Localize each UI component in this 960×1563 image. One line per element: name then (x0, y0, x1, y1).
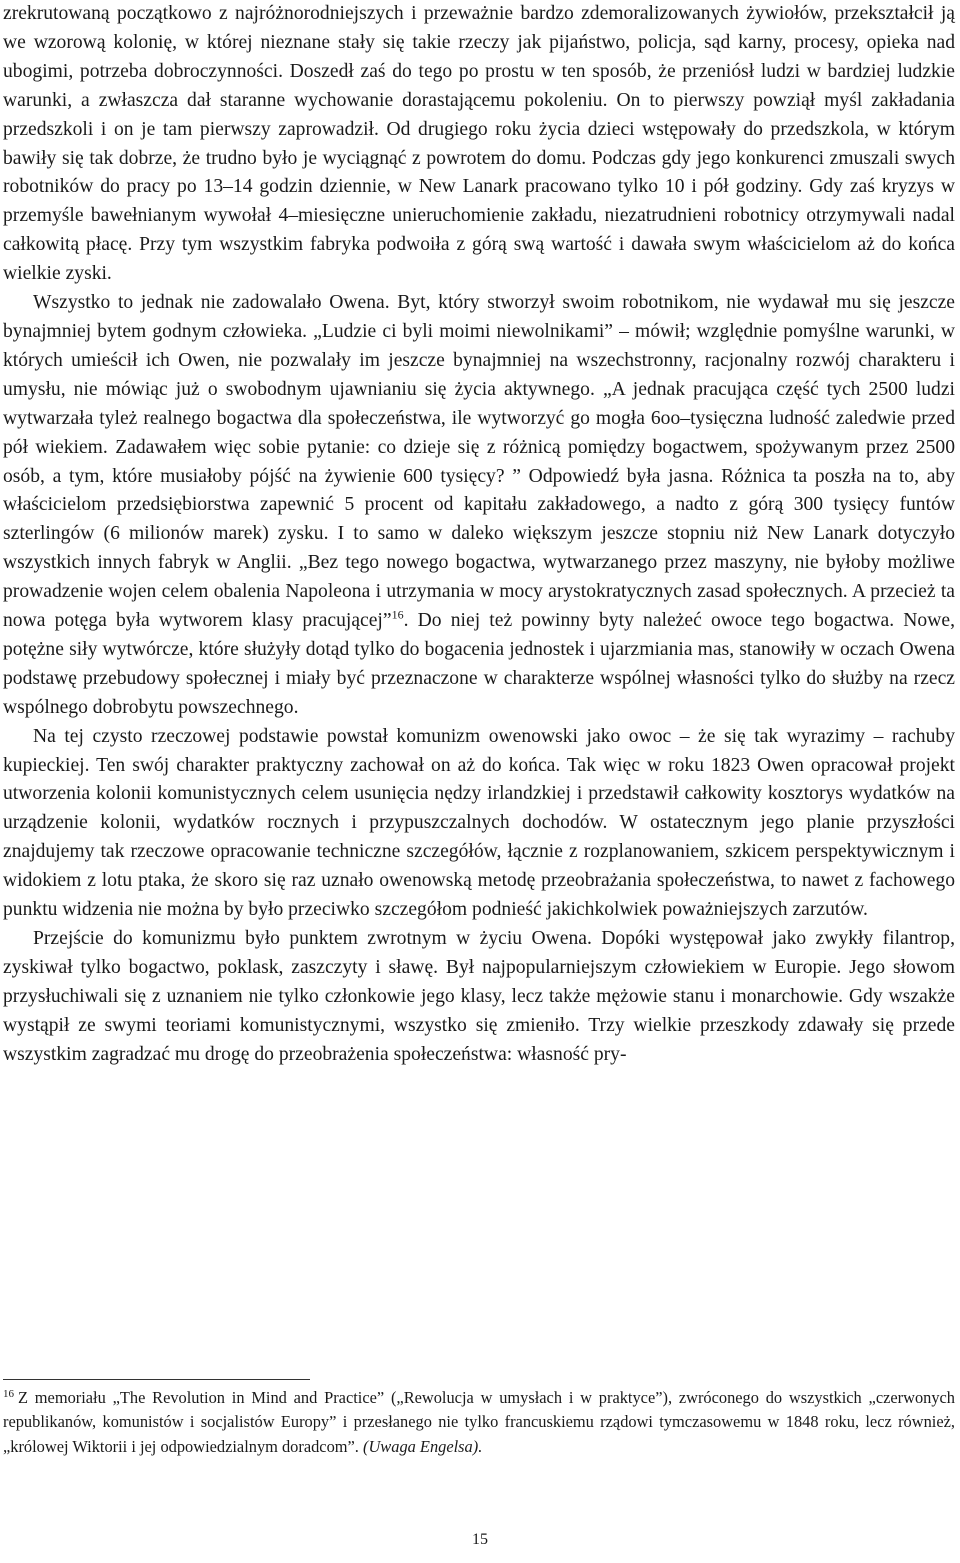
footnote-reference: 16 (391, 607, 404, 622)
paragraph-2-text-before: Wszystko to jednak nie zadowalało Owena. Byt, który stworzył swoim robotnikom, nie wydawał mu się jeszcze bynajmniej bytem godnym człowieka. „Ludzie ci byli moimi niewolnikami” – mówił; względnie pomyślne warunki, w których umieścił ich Owen, nie pozwalały im jeszcze bynajmniej na wszechstronny, racjonalny rozwój charakteru i umysłu, nie mówiąc już o swobodnym ujawnianiu się życia aktywnego. „A jednak pracująca część tych 2500 ludzi wytwarzała tyleż realnego bogactwa dla społeczeństwa, ile wytworzyć go mogła 6oo–tysięczna ludność zaledwie przed pół wiekiem. Zadawałem więc sobie pytanie: co dzieje się z różnicą pomiędzy bogactwem, spożywanym przez 2500 osób, a tym, które musiałoby pójść na żywienie 600 tysięcy? ” Odpowiedź była jasna. Różnica ta poszła na to, aby właścicielom przedsiębiorstwa zapewnić 5 procent od kapitału zakładowego, a nadto z górą 300 tysięcy funtów szterlingów (6 milionów marek) zysku. I to samo w daleko większym jeszcze stopniu niż New Lanark dotyczyło wszystkich innych fabryk w Anglii. „Bez tego nowego bogactwa, wytwarzanego przez maszyny, nie byłoby możliwe prowadzenie wojen celem obalenia Napoleona i utrzymania w mocy arystokratycznych zasad społecznych. A przecież ta nowa potęga była wytworem klasy pracującej” (3, 292, 955, 632)
footnote-author-note: (Uwaga Engelsa). (363, 1436, 483, 1456)
footnote-divider (3, 1379, 310, 1380)
footnote-number: 16 (3, 1387, 14, 1400)
page-number: 15 (472, 1531, 488, 1548)
paragraph-2 (3, 289, 955, 723)
paragraph-3: Na tej czysto rzeczowej podstawie powstał komunizm owenowski jako owoc – że się tak wyrazimy – rachuby kupieckiej. Ten swój charakter praktyczny zachował on aż do końca. Tak więc w roku 1823 Owen opracował projekt utworzenia kolonii komunistycznych celem usunięcia nędzy irlandzkiej i przedstawił całkowity kosztorys wydatków na urządzenie kolonii, wydatków rocznych i przypuszczalnych dochodów. W ostatecznym jego planie przyszłości znajdujemy tak rzeczowe opracowanie techniczne szczegółów, łącznie z rozplanowaniem, szkicem perspektywicznym i widokiem z lotu ptaka, że skoro się raz uznało owenowską metodę przeobrażania społeczeństwa, to nawet z fachowego punktu widzenia nie można by było przeciwko szczegółom podnieść jakichkolwiek poważniejszych zarzutów. (3, 725, 955, 921)
paragraph-2-text-after: . Do niej też powinny byty należeć owoce tego bogactwa. Nowe, potężne siły wytwórcze, które służyły dotąd tylko do bogacenia jednostek i ujarzmiania mas, stanowiły w oczach Owena podstawę przebudowy społecznej i miały być przeznaczone w charakterze wspólnej własności tylko do służby na rzecz wspólnego dobrobytu powszechnego. (3, 610, 955, 718)
page-body (3, 0, 955, 1070)
paragraph-4: Przejście do komunizmu było punktem zwrotnym w życiu Owena. Dopóki występował jako zwykły filantrop, zyskiwał tylko bogactwo, poklask, zaszczyty i sławę. Był najpopularniejszym człowiekiem w Europie. Jego słowom przysłuchiwali się z uznaniem nie tylko członkowie jego klasy, lecz także mężowie stanu i monarchowie. Gdy wszakże wystąpił ze swymi teoriami komunistycznymi, wszystko się zmieniło. Trzy wielkie przeszkody zdawały się przede wszystkim zagradzać mu drogę do przeobrażenia społeczeństwa: własność pry- (3, 928, 955, 1065)
paragraph-1: zrekrutowaną początkowo z najróżnorodniejszych i przeważnie bardzo zdemoralizowanych żywiołów, przekształcił ją we wzorową kolonię, w której nieznane stały się takie rzeczy jak pijaństwo, policja, sąd karny, procesy, opieka nad ubogimi, potrzeba dobroczynności. Doszedł zaś do tego po prostu w ten sposób, że przeniósł ludzi w bardziej ludzkie warunki, a zwłaszcza dał staranne wychowanie dorastającemu pokoleniu. On to pierwszy powziął myśl zakładania przedszkoli i on je tam pierwszy zaprowadził. Od drugiego roku życia dzieci wstępowały do przedszkola, w którym bawiły się tak dobrze, że trudno było je wyciągnąć z powrotem do domu. Podczas gdy jego konkurenci zmuszali swych robotników do pracy po 13–14 godzin dziennie, w New Lanark pracowano tylko 10 i pół godziny. Gdy zaś kryzys w przemyśle bawełnianym wywołał 4–miesięczne unieruchomienie zakładu, niezatrudnieni robotnicy otrzymywali nadal całkowitą płacę. Przy tym wszystkim fabryka podwoiła z górą swą wartość i dawała swym właścicielom aż do końca wielkie zyski. (3, 3, 955, 285)
footnote-text: Z memoriału „The Revolution in Mind and Practice” („Rewolucja w umysłach i w praktyce”), zwróconego do wszystkich „czerwonych republikanów, komunistów i socjalistów Europy” i przesłanego nie tylko francuskiemu rządowi tymczasowemu w 1848 roku, lecz również, „królowej Wiktorii i jej odpowiedzialnym doradcom”. (3, 1388, 955, 1456)
footnote (3, 1386, 955, 1459)
